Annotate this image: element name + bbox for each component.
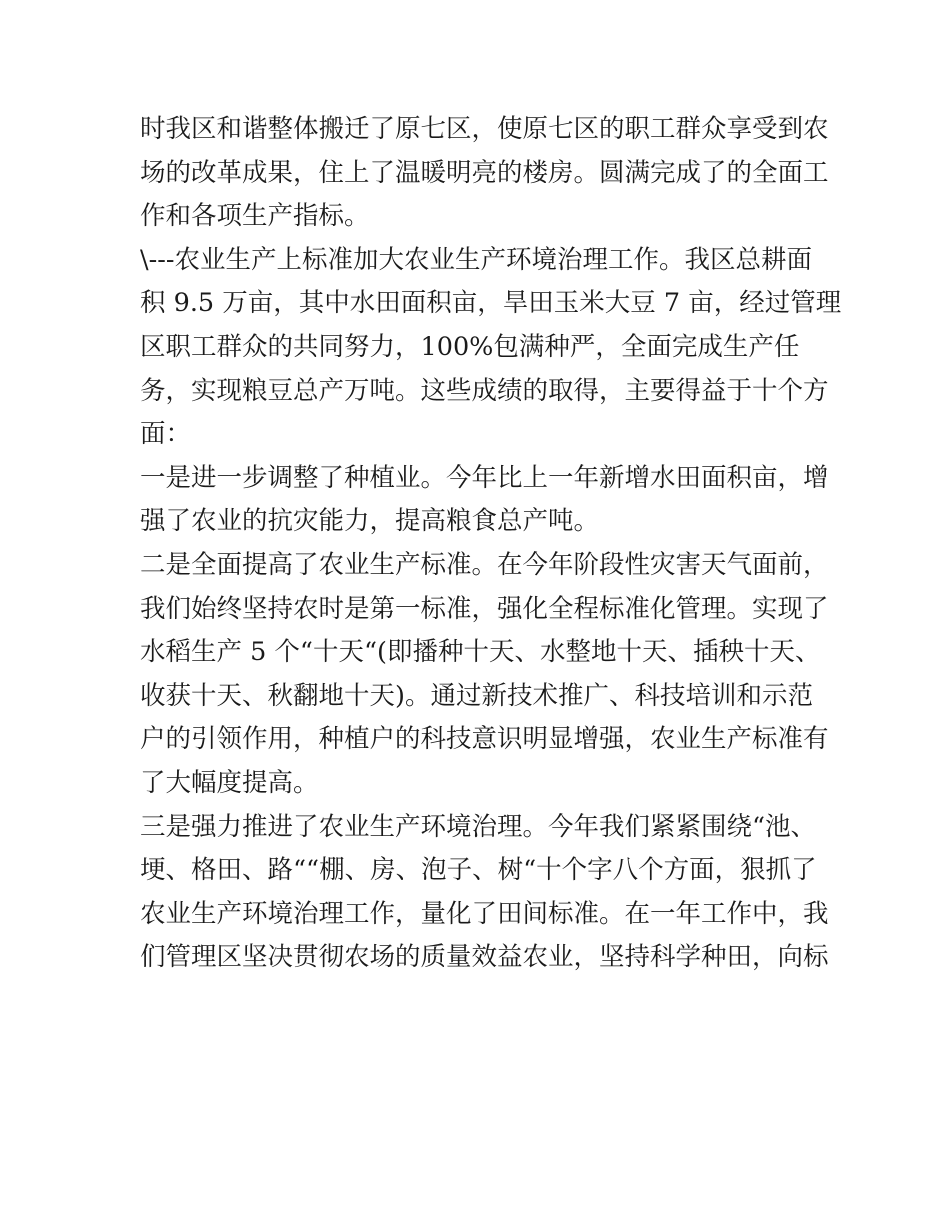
document-page bbox=[140, 108, 842, 980]
text-line: 区职工群众的共同努力，100%包满种严，全面完成生产任 bbox=[140, 331, 800, 362]
text-line: 作和各项生产指标。 bbox=[140, 201, 370, 232]
text-line: 埂、格田、路““棚、房、泡子、树“十个字八个方面，狠抓了 bbox=[140, 855, 817, 886]
text-line: 积 9.5 万亩，其中水田面积亩，旱田玉米大豆 7 亩，经过管理 bbox=[140, 288, 842, 319]
text-line: 农业生产环境治理工作，量化了田间标准。在一年工作中，我 bbox=[140, 898, 829, 929]
text-line: 三是强力推进了农业生产环境治理。今年我们紧紧围绕“池、 bbox=[140, 811, 817, 842]
text-line: 场的改革成果，住上了温暖明亮的楼房。圆满完成了的全面工 bbox=[140, 157, 829, 188]
text-line: 了大幅度提高。 bbox=[140, 767, 319, 798]
text-line: 时我区和谐整体搬迁了原七区，使原七区的职工群众享受到农 bbox=[140, 114, 829, 144]
text-line: 二是全面提高了农业生产标准。在今年阶段性灾害天气面前， bbox=[140, 549, 829, 580]
paragraph-relocation bbox=[140, 108, 829, 239]
paragraph-point-three bbox=[140, 806, 829, 980]
paragraph-point-two bbox=[140, 544, 829, 806]
text-line: 面： bbox=[140, 419, 192, 450]
text-line: \---农业生产上标准加大农业生产环境治理工作。我区总耕面 bbox=[140, 244, 812, 275]
text-line: 务，实现粮豆总产万吨。这些成绩的取得，主要得益于十个方 bbox=[140, 375, 829, 406]
text-line: 水稻生产 5 个“十天“(即播种十天、水整地十天、插秧十天、 bbox=[140, 637, 821, 668]
text-line: 收获十天、秋翻地十天)。通过新技术推广、科技培训和示范 bbox=[140, 680, 813, 711]
text-line: 户的引领作用，种植户的科技意识明显增强，农业生产标准有 bbox=[140, 724, 829, 755]
text-line: 我们始终坚持农时是第一标准，强化全程标准化管理。实现了 bbox=[140, 593, 829, 624]
paragraph-agriculture-standards bbox=[140, 239, 842, 457]
text-line: 强了农业的抗灾能力，提高粮食总产吨。 bbox=[140, 506, 600, 537]
text-line: 们管理区坚决贯彻农场的质量效益农业，坚持科学种田，向标 bbox=[140, 942, 829, 973]
text-line: 一是进一步调整了种植业。今年比上一年新增水田面积亩，增 bbox=[140, 462, 829, 493]
paragraph-point-one bbox=[140, 457, 829, 544]
